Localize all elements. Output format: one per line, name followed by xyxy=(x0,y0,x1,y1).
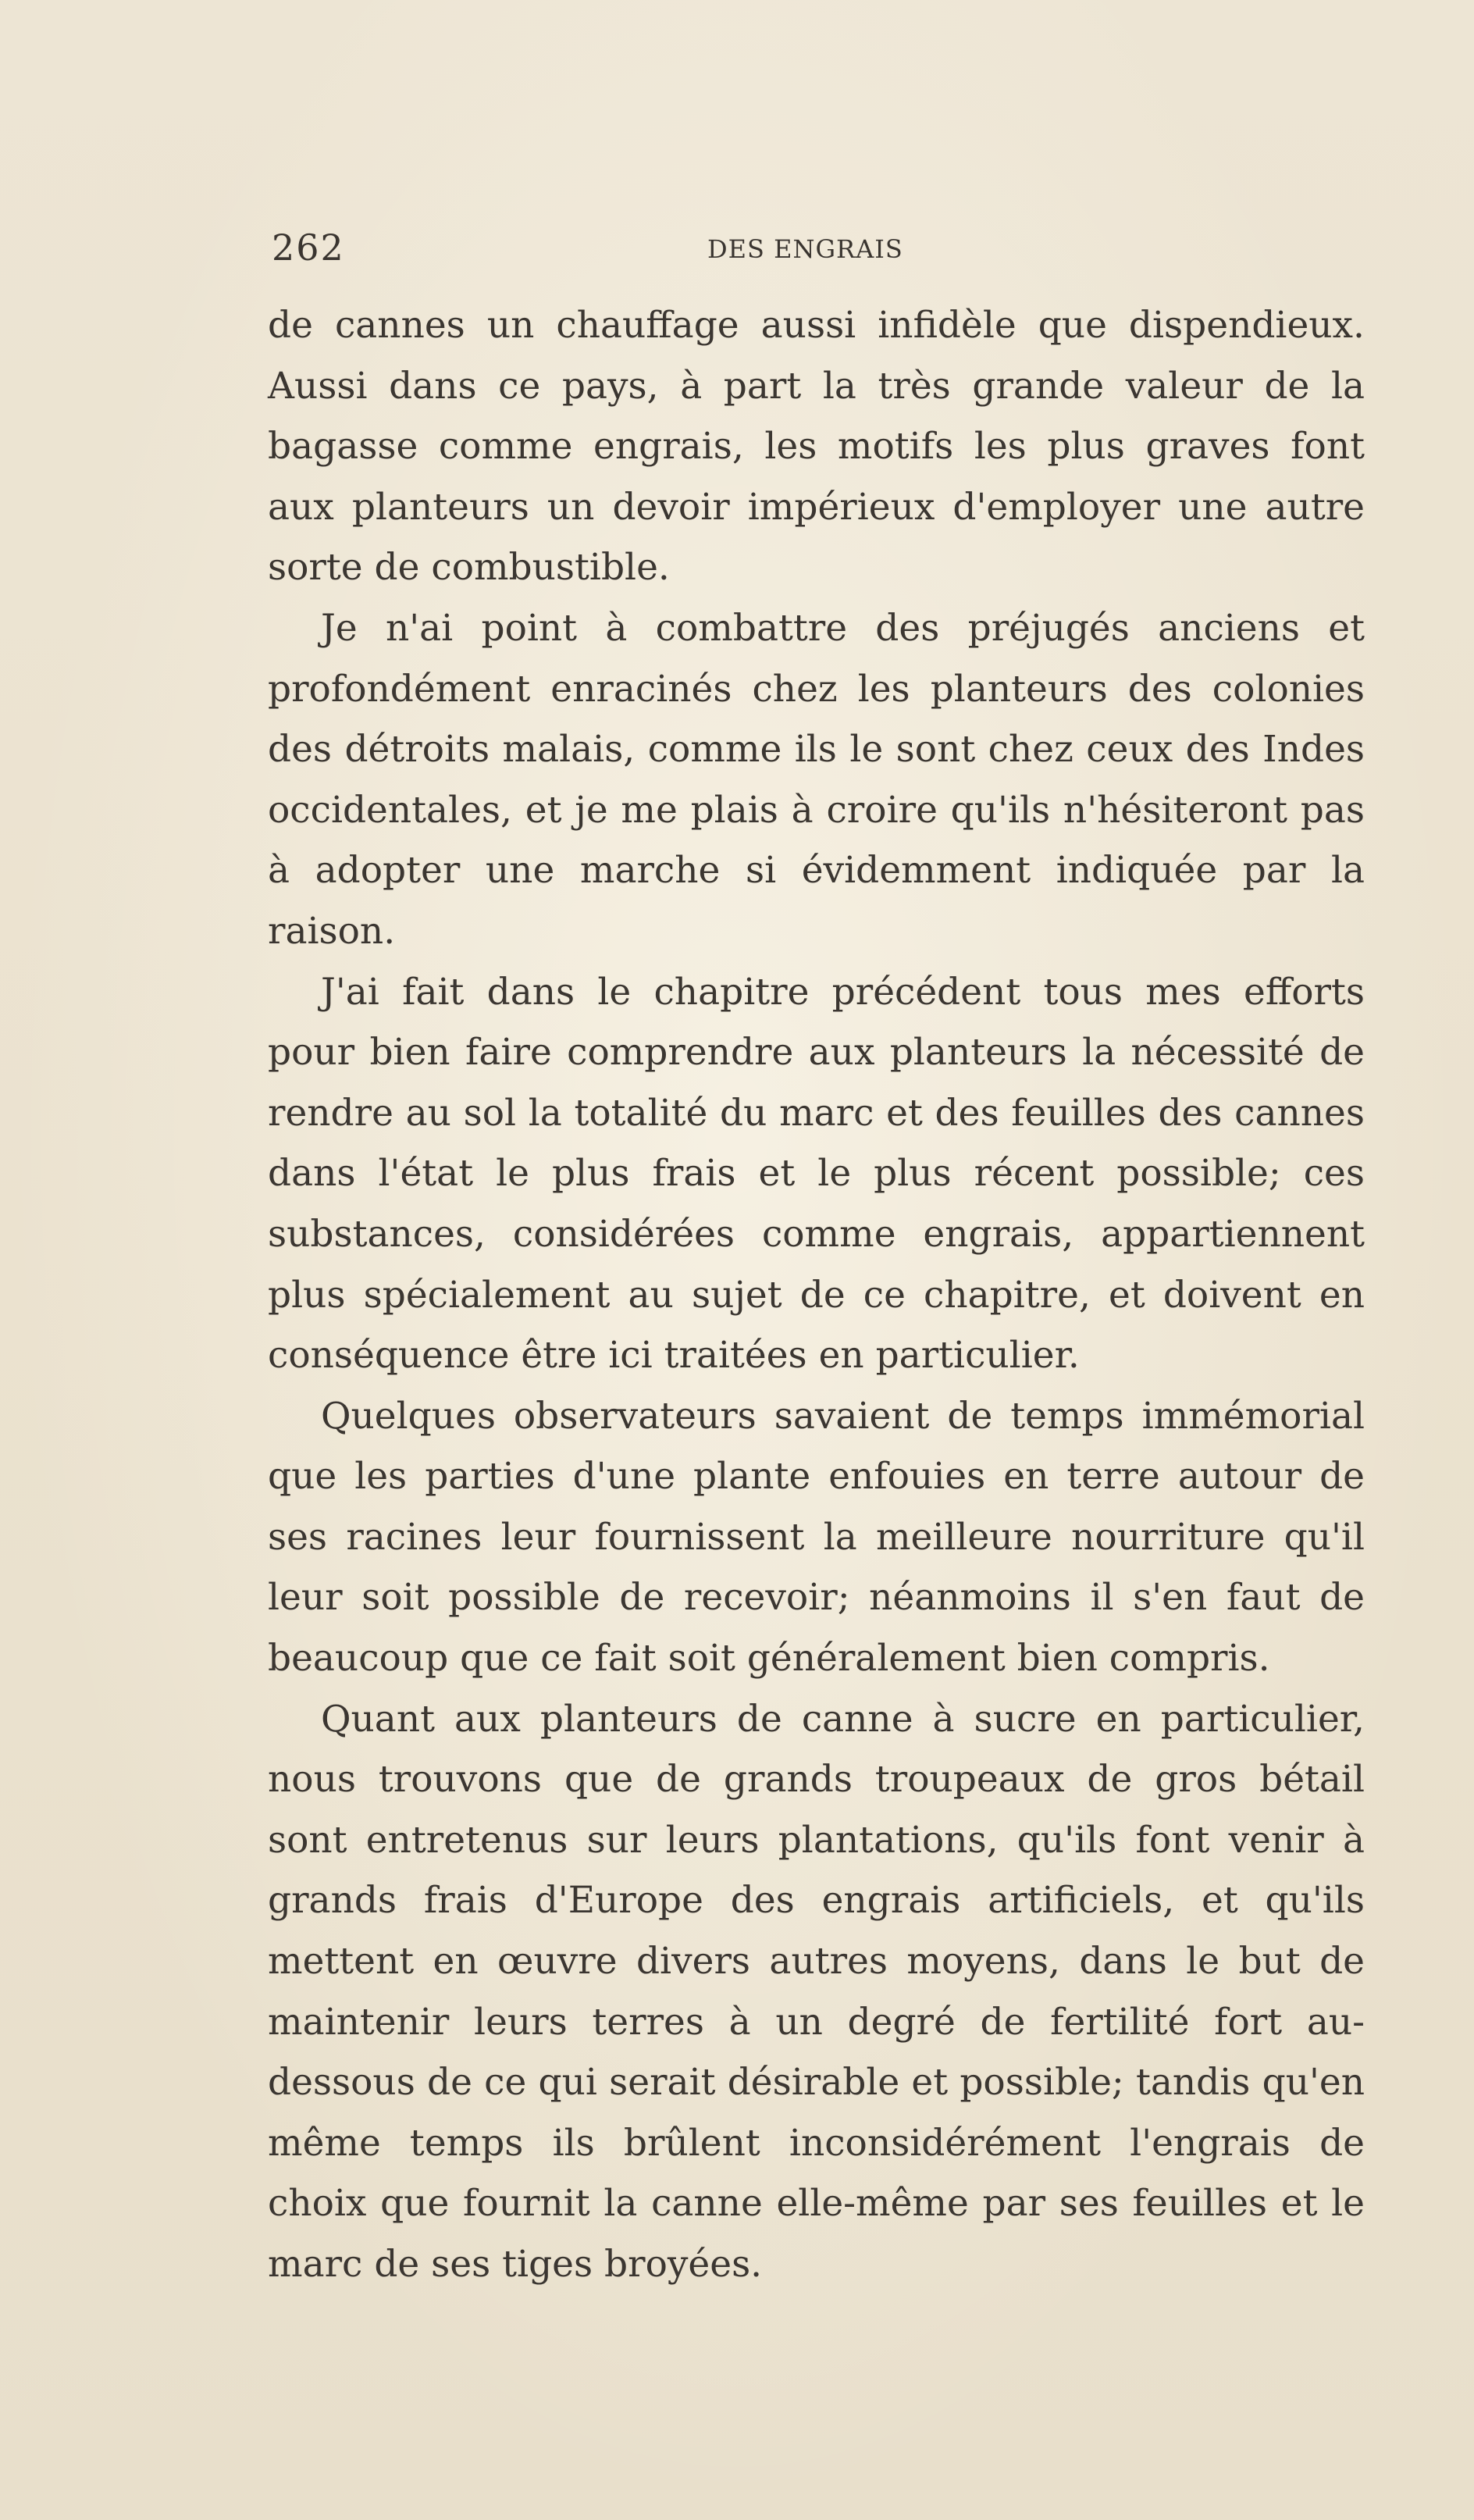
paragraph: Quelques observateurs savaient de temps immémorial que les parties d'une plante enfouies en terre autour de ses racines leur fournissent la meilleure nourriture qu'il leur soit possible de recevoir; néanmoins il s'en faut de beaucoup que ce fait soit généralement bien compris. xyxy=(268,1394,1365,1681)
page-header xyxy=(272,226,1365,270)
paragraph: J'ai fait dans le chapitre précédent tous mes efforts pour bien faire comprendre aux planteurs la nécessité de rendre au sol la totalité du marc et des feuilles des cannes dans l'état le plus frais et le plus récent possible; ces substances, considérées comme engrais, appartiennent plus spécialement au sujet de ce chapitre, et doivent en conséquence être ici traitées en particulier. xyxy=(268,970,1365,1378)
paragraph-continuation: de cannes un chauffage aussi infidèle que dispendieux. Aussi dans ce pays, à part la très grande valeur de la bagasse comme engrais, les motifs les plus graves font aux planteurs un devoir impérieux d'employer une autre sorte de combustible. xyxy=(268,304,1365,590)
running-head: DES ENGRAIS xyxy=(707,234,903,264)
page-number: 262 xyxy=(272,226,345,269)
paragraph: Je n'ai point à combattre des préjugés anciens et profondément enracinés chez les planteurs des colonies des détroits malais, comme ils le sont chez ceux des Indes occidentales, et je me plais à croire qu'ils n'hésiteront pas à adopter une marche si évidemment indiquée par la raison. xyxy=(268,606,1365,953)
paragraph: Quant aux planteurs de canne à sucre en particulier, nous trouvons que de grands troupeaux de gros bétail sont entretenus sur leurs plantations, qu'ils font venir à grands frais d'Europe des engrais artificiels, et qu'ils mettent en œuvre divers autres moyens, dans le but de maintenir leurs terres à un degré de fertilité fort au-dessous de ce qui serait désirable et possible; tandis qu'en même temps ils brûlent inconsidérément l'engrais de choix que fournit la canne elle-même par ses feuilles et le marc de ses tiges broyées. xyxy=(268,1697,1365,2286)
body-text xyxy=(268,295,1365,2295)
